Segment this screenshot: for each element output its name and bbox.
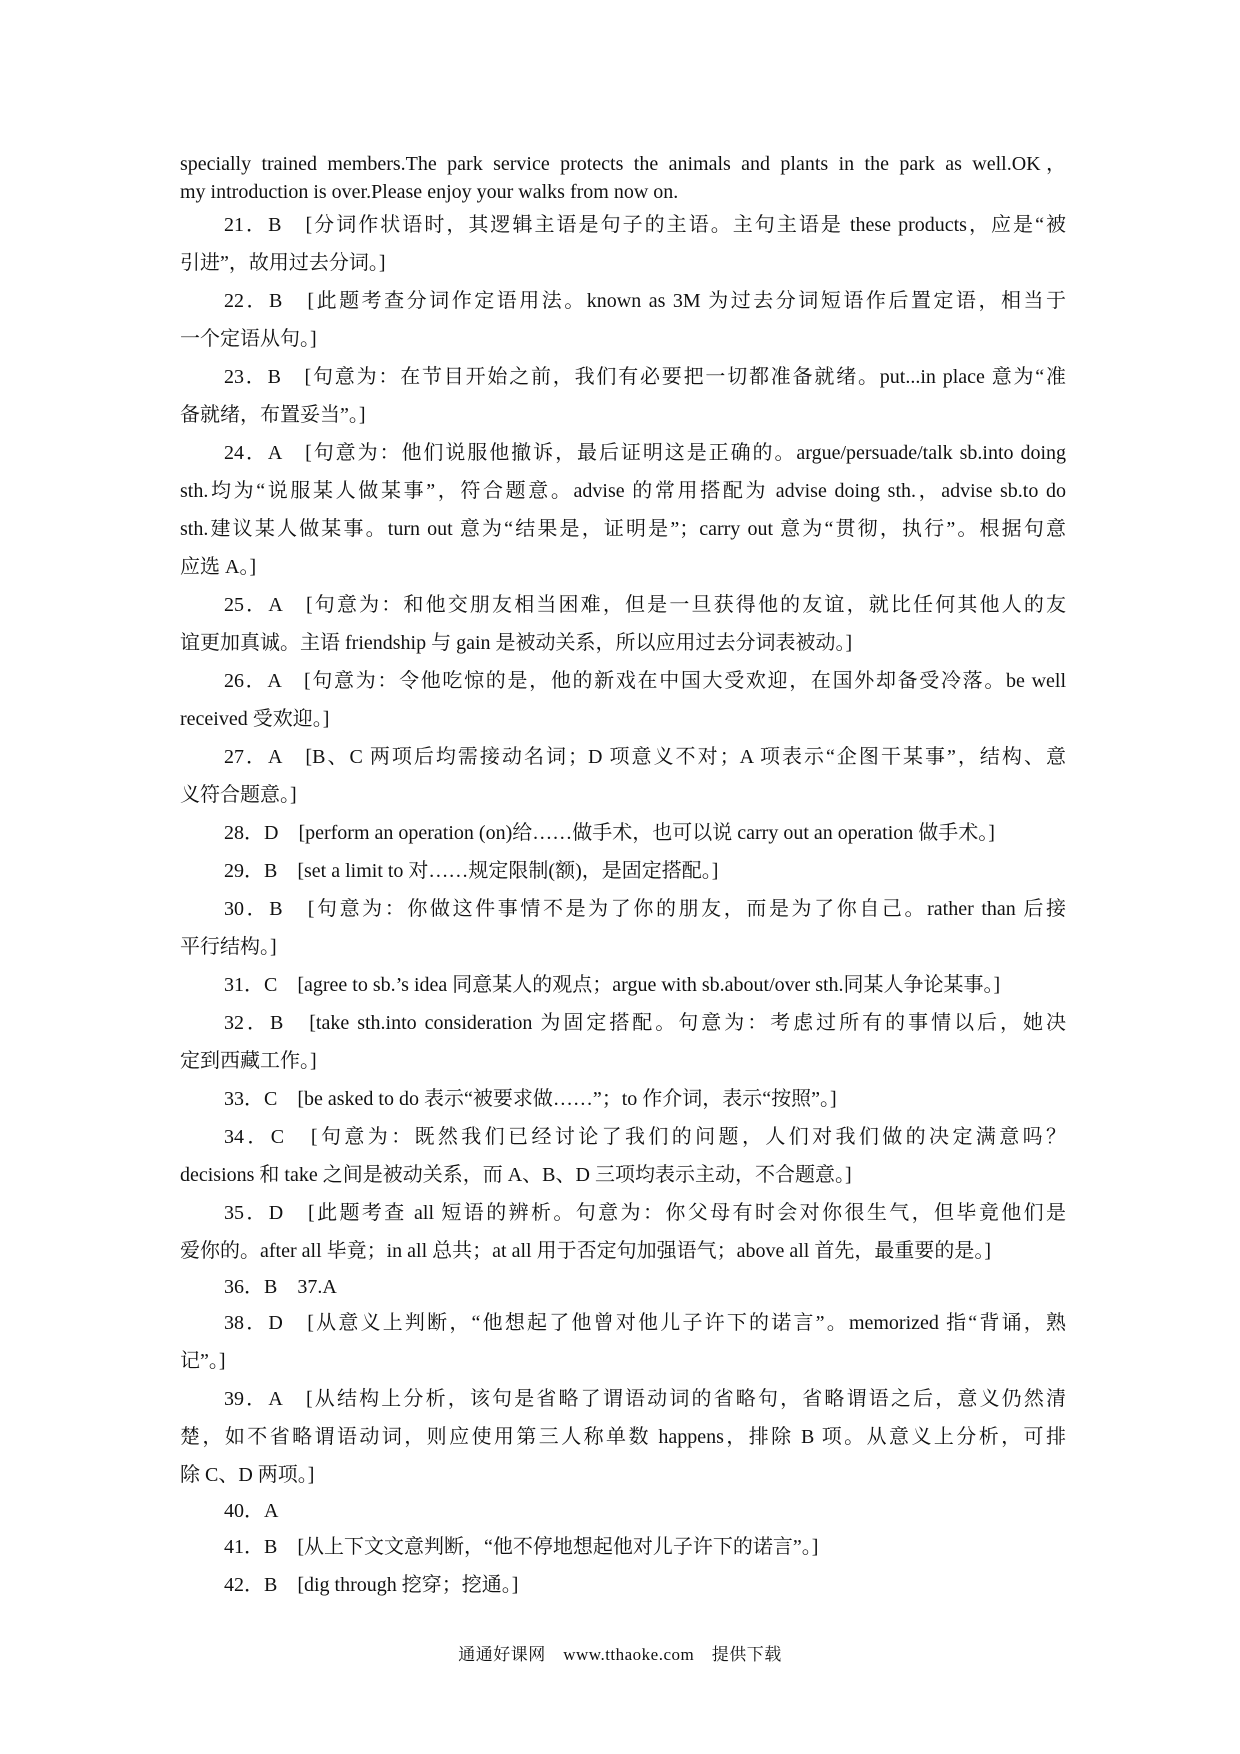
text-line: sth.均为“说服某人做某事”，符合题意。advise 的常用搭配为 advise doing sth.，advise sb.to do bbox=[180, 480, 1066, 502]
text-line: 34．C [句意为：既然我们已经讨论了我们的问题，人们对我们做的决定满意吗？ bbox=[224, 1126, 1066, 1148]
text-line: 40．A bbox=[224, 1500, 279, 1522]
answer-item bbox=[180, 1194, 1066, 1270]
answer-item bbox=[180, 1528, 1066, 1566]
text-line: 引进”，故用过去分词。] bbox=[180, 252, 386, 274]
text-line: 41．B [从上下文文意判断，“他不停地想起他对儿子许下的诺言”。] bbox=[224, 1536, 819, 1558]
answer-item bbox=[180, 1004, 1066, 1080]
answer-item bbox=[180, 738, 1066, 814]
answer-item bbox=[180, 282, 1066, 358]
answer-item bbox=[180, 1270, 1066, 1304]
text-line: 平行结构。] bbox=[180, 936, 277, 958]
text-line: 除 C、D 两项。] bbox=[180, 1464, 315, 1486]
answer-item bbox=[180, 890, 1066, 966]
text-line: 38．D [从意义上判断，“他想起了他曾对他儿子许下的诺言”。memorized 指“背诵，熟 bbox=[224, 1312, 1066, 1334]
answer-item bbox=[180, 814, 1066, 852]
text-line: 22．B [此题考查分词作定语用法。known as 3M 为过去分词短语作后置定语，相当于 bbox=[224, 290, 1066, 312]
text-line: 24．A [句意为：他们说服他撤诉，最后证明这是正确的。argue/persuade/talk sb.into doing bbox=[224, 442, 1066, 464]
text-line: 应选 A。] bbox=[180, 556, 257, 578]
text-line: 谊更加真诚。主语 friendship 与 gain 是被动关系，所以应用过去分词表被动。] bbox=[180, 632, 853, 654]
text-line: 26．A [句意为：令他吃惊的是，他的新戏在中国大受欢迎，在国外却备受冷落。be well bbox=[224, 670, 1066, 692]
text-line: 23．B [句意为：在节目开始之前，我们有必要把一切都准备就绪。put...in place 意为“准 bbox=[224, 366, 1066, 388]
answer-item bbox=[180, 662, 1066, 738]
text-line: specially trained members.The park service protects the animals and plants in the park as well.OK， bbox=[180, 153, 1066, 175]
answer-item bbox=[180, 1080, 1066, 1118]
text-line: 爱你的。after all 毕竟；in all 总共；at all 用于否定句加强语气；above all 首先，最重要的是。] bbox=[180, 1240, 991, 1262]
answer-item bbox=[180, 434, 1066, 586]
answer-item bbox=[180, 1566, 1066, 1604]
text-line: 36．B 37.A bbox=[224, 1276, 337, 1298]
text-line: 42．B [dig through 挖穿；挖通。] bbox=[224, 1574, 519, 1596]
text-line: 义符合题意。] bbox=[180, 784, 297, 806]
text-line: 21．B [分词作状语时，其逻辑主语是句子的主语。主句主语是 these products，应是“被 bbox=[224, 214, 1066, 236]
answer-item bbox=[180, 206, 1066, 282]
text-line: 35．D [此题考查 all 短语的辨析。句意为：你父母有时会对你很生气，但毕竟他们是 bbox=[224, 1202, 1066, 1224]
answer-item bbox=[180, 1118, 1066, 1194]
answer-item bbox=[180, 1304, 1066, 1380]
page-footer: 通通好课网 www.tthaoke.com 提供下载 bbox=[458, 1645, 782, 1664]
answer-item bbox=[180, 852, 1066, 890]
text-line: 25．A [句意为：和他交朋友相当困难，但是一旦获得他的友谊，就比任何其他人的友 bbox=[224, 594, 1066, 616]
text-line: decisions 和 take 之间是被动关系，而 A、B、D 三项均表示主动，不合题意。] bbox=[180, 1164, 852, 1186]
text-line: 备就绪，布置妥当”。] bbox=[180, 404, 366, 426]
answer-item bbox=[180, 966, 1066, 1004]
answer-item bbox=[180, 586, 1066, 662]
answer-item bbox=[180, 358, 1066, 434]
text-line: 39．A [从结构上分析，该句是省略了谓语动词的省略句，省略谓语之后，意义仍然清 bbox=[224, 1388, 1066, 1410]
text-line: my introduction is over.Please enjoy your walks from now on. bbox=[180, 181, 679, 203]
document-body bbox=[180, 150, 1066, 1604]
text-line: 29．B [set a limit to 对……规定限制(额)，是固定搭配。] bbox=[224, 860, 719, 882]
answer-item bbox=[180, 1494, 1066, 1528]
text-line: 定到西藏工作。] bbox=[180, 1050, 317, 1072]
answer-item bbox=[180, 1380, 1066, 1494]
text-line: 28．D [perform an operation (on)给……做手术，也可以说 carry out an operation 做手术。] bbox=[224, 822, 995, 844]
text-line: 31．C [agree to sb.’s idea 同意某人的观点；argue with sb.about/over sth.同某人争论某事。] bbox=[224, 974, 1001, 996]
text-line: 33．C [be asked to do 表示“被要求做……”；to 作介词，表示“按照”。] bbox=[224, 1088, 837, 1110]
text-line: 30．B [句意为：你做这件事情不是为了你的朋友，而是为了你自己。rather than 后接 bbox=[224, 898, 1066, 920]
text-line: 记”。] bbox=[180, 1350, 226, 1372]
text-line: sth.建议某人做某事。turn out 意为“结果是，证明是”；carry out 意为“贯彻，执行”。根据句意 bbox=[180, 518, 1066, 540]
text-line: 27．A [B、C 两项后均需接动名词；D 项意义不对；A 项表示“企图干某事”，结构、意 bbox=[224, 746, 1066, 768]
intro-paragraph bbox=[180, 150, 1066, 206]
text-line: 楚，如不省略谓语动词，则应使用第三人称单数 happens，排除 B 项。从意义上分析，可排 bbox=[180, 1426, 1066, 1448]
text-line: 32．B [take sth.into consideration 为固定搭配。句意为：考虑过所有的事情以后，她决 bbox=[224, 1012, 1066, 1034]
text-line: 一个定语从句。] bbox=[180, 328, 317, 350]
text-line: received 受欢迎。] bbox=[180, 708, 330, 730]
answer-list bbox=[180, 206, 1066, 1604]
